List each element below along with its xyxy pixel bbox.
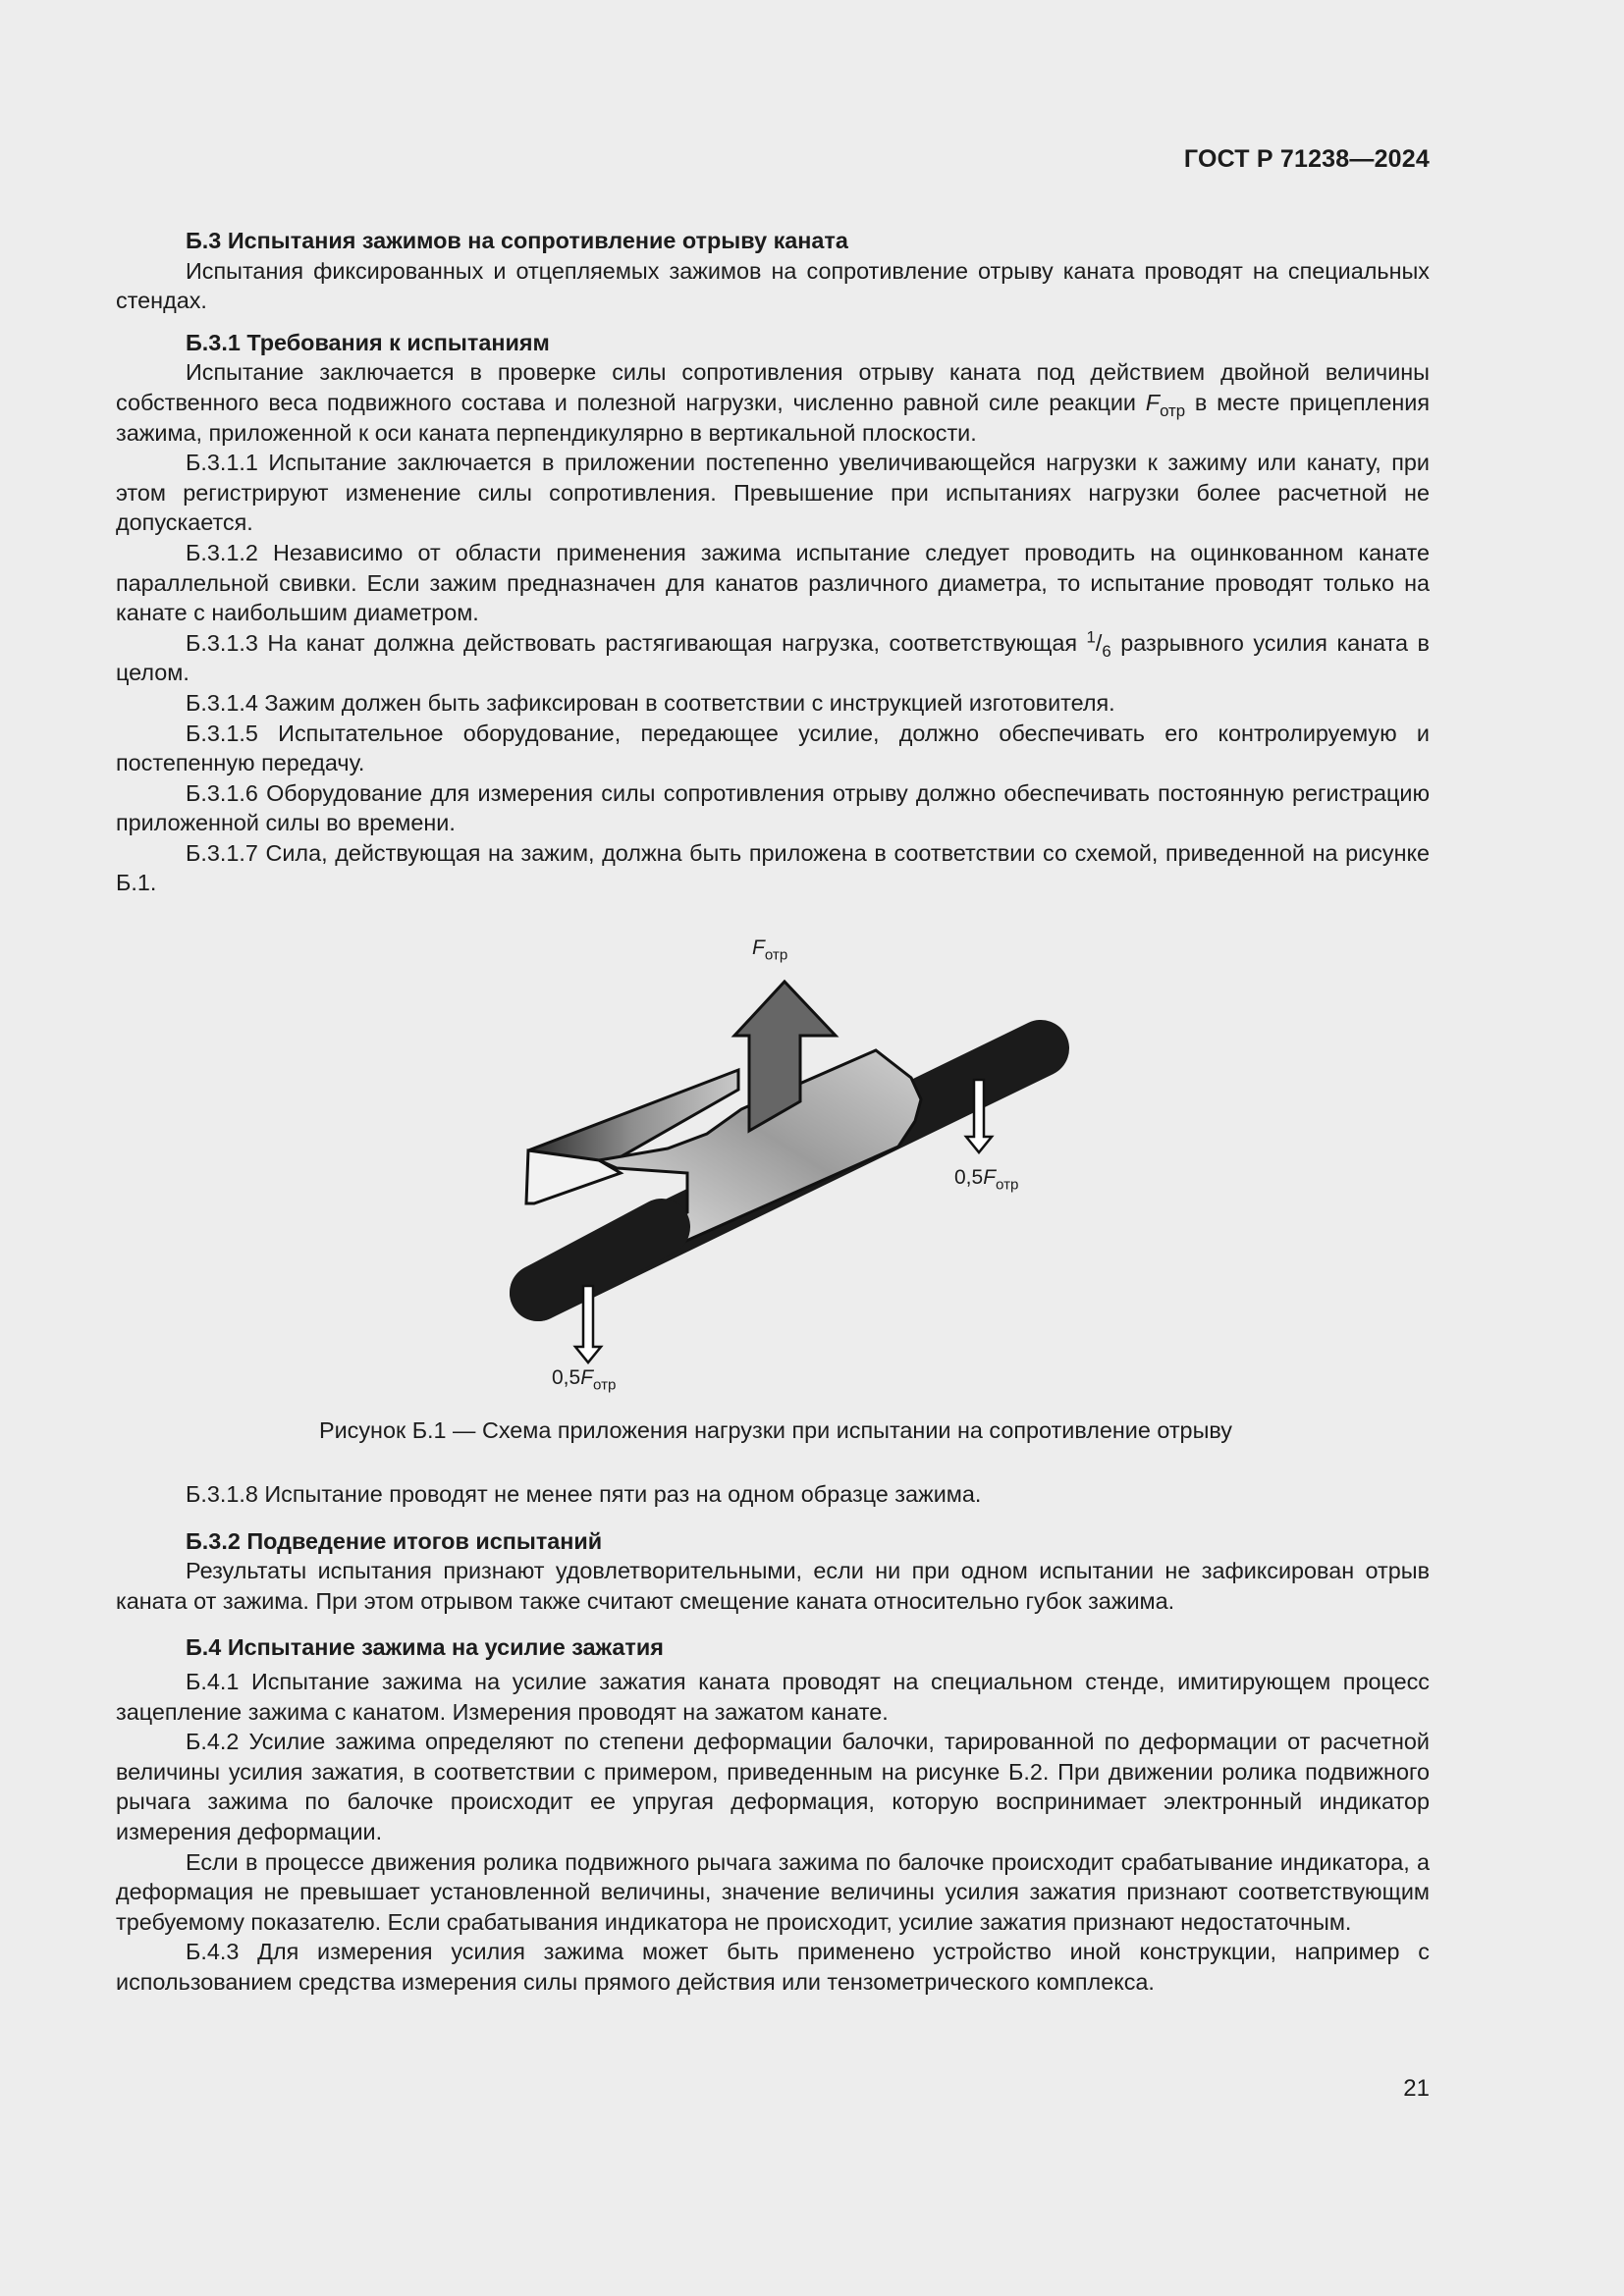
- page-number: 21: [1403, 2075, 1430, 2102]
- fraction-denominator: 6: [1102, 641, 1111, 661]
- rope-front-end: [538, 1227, 662, 1293]
- section-heading-b32: Б.3.2 Подведение итогов испытаний: [186, 1527, 603, 1554]
- label-subscript: отр: [593, 1376, 617, 1394]
- label-subscript: отр: [996, 1176, 1019, 1194]
- section-b3: [116, 226, 1430, 898]
- document-code: ГОСТ Р 71238—2024: [1183, 145, 1430, 173]
- paragraph-b42: Б.4.2 Усилие зажима определяют по степени деформации балочки, тарированной по деформации от расчетной величины усилия зажатия, в соответствии с примером, приведенным на рисунке Б.2. При движении ролика подвижного рычага зажима по балочке происходит ее упругая деформация, которую воспринимает электронный индикатор измерения деформации.: [116, 1729, 1430, 1844]
- label-symbol: F: [580, 1366, 594, 1389]
- label-force-right: [954, 1166, 1019, 1194]
- label-force-bottom: [552, 1366, 617, 1394]
- label-force-top: [752, 936, 788, 964]
- label-subscript: отр: [764, 946, 788, 964]
- paragraph-b317: Б.3.1.7 Сила, действующая на зажим, должна быть приложена в соответствии со схемой, приведенной на рисунке Б.1.: [116, 839, 1430, 896]
- section-heading-b4: Б.4 Испытание зажима на усилие зажатия: [186, 1634, 664, 1661]
- paragraph-b313: [116, 628, 1430, 688]
- paragraph-b43: Б.4.3 Для измерения усилия зажима может быть применено устройство иной конструкции, например с использованием средства измерения силы прямого действия или тензометрического комплекса.: [116, 1939, 1430, 1995]
- paragraph-text: в месте прицепления зажима, приложенной к оси каната перпендикулярно в вертикальной плоскости.: [116, 389, 1430, 446]
- paragraph-b314: Б.3.1.4 Зажим должен быть зафиксирован в соответствии с инструкцией изготовителя.: [186, 689, 1115, 716]
- fraction-numerator: 1: [1086, 627, 1096, 647]
- paragraph-text: Испытание заключается в проверке силы сопротивления отрыву каната под действием двойной величины собственного веса подвижного состава и полезной нагрузки, численно равной силе реакции: [116, 359, 1430, 415]
- symbol-force: F: [1145, 389, 1161, 415]
- symbol-subscript: отр: [1160, 400, 1186, 420]
- paragraph-b312: Б.3.1.2 Независимо от области применения зажима испытание следует проводить на оцинкованном канате параллельной свивки. Если зажим предназначен для канатов различного диаметра, то испытание проводят только на канате с наибольшим диаметром.: [116, 539, 1430, 626]
- figure-b1: [491, 913, 1080, 1404]
- paragraph-b31-intro: [116, 357, 1430, 448]
- paragraph-b315: Б.3.1.5 Испытательное оборудование, передающее усилие, должно обеспечивать его контролируемую и постепенную передачу.: [116, 720, 1430, 776]
- label-symbol: F: [752, 936, 765, 959]
- section-b32-b4: [116, 1479, 1430, 1998]
- section-heading-b3: Б.3 Испытания зажимов на сопротивление отрыву каната: [186, 228, 848, 253]
- paragraph-b41: Б.4.1 Испытание зажима на усилие зажатия каната проводят на специальном стенде, имитирующем процесс зацепление зажима с канатом. Измерения проводят на зажатом канате.: [116, 1668, 1430, 1725]
- paragraph-text: Б.3.1.3 На канат должна действовать растягивающая нагрузка, соответствующая: [186, 629, 1087, 656]
- paragraph-b3-intro: Испытания фиксированных и отцепляемых зажимов на сопротивление отрыву каната проводят на специальных стендах.: [116, 257, 1430, 314]
- paragraph-b318: Б.3.1.8 Испытание проводят не менее пяти раз на одном образце зажима.: [186, 1481, 982, 1507]
- paragraph-b32: Результаты испытания признают удовлетворительными, если ни при одном испытании не зафиксирован отрыв каната от зажима. При этом отрывом также считают смещение каната относительно губок зажима.: [116, 1558, 1430, 1614]
- figure-caption: Рисунок Б.1 — Схема приложения нагрузки при испытании на сопротивление отрыву: [318, 1417, 1232, 1443]
- label-coefficient: 0,5: [552, 1366, 581, 1389]
- label-coefficient: 0,5: [954, 1166, 984, 1189]
- section-heading-b31: Б.3.1 Требования к испытаниям: [186, 329, 550, 355]
- paragraph-text: разрывного усилия каната в целом.: [116, 629, 1430, 686]
- paragraph-b42-cont: Если в процессе движения ролика подвижного рычага зажима по балочке происходит срабатывание индикатора, а деформация не превышает установленной величины, значение величины усилия зажатия признают соответствующим требуемому показателю. Если срабатывания индикатора не происходит, усилие зажатия признают недостаточным.: [116, 1848, 1430, 1935]
- fraction: $^1/_6$: [1086, 627, 1111, 661]
- clamp-load-diagram: [491, 913, 1080, 1404]
- paragraph-b311: Б.3.1.1 Испытание заключается в приложении постепенно увеличивающейся нагрузки к зажиму или канату, при этом регистрируют изменение силы сопротивления. Превышение при испытаниях нагрузки более расчетной не допускается.: [116, 450, 1430, 536]
- label-symbol: F: [983, 1166, 997, 1189]
- paragraph-b316: Б.3.1.6 Оборудование для измерения силы сопротивления отрыву должно обеспечивать постоянную регистрацию приложенной силы во времени.: [116, 779, 1430, 836]
